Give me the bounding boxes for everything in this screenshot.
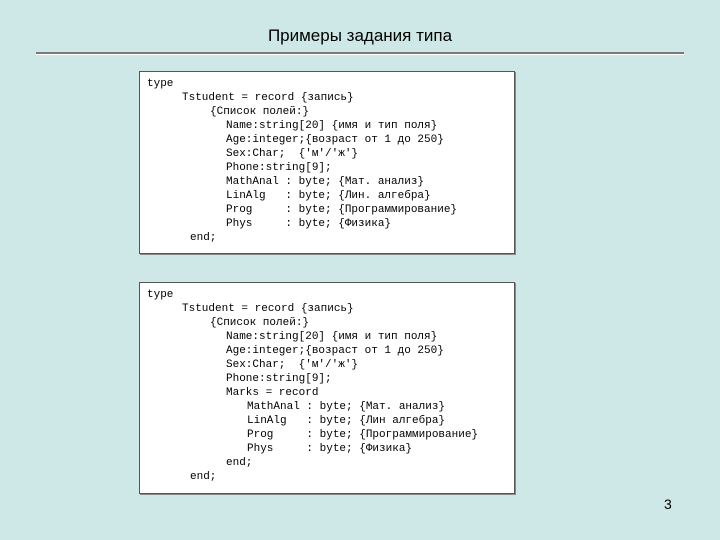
code-line: MathAnal : byte; {Мат. анализ} bbox=[226, 176, 425, 188]
title-divider bbox=[36, 52, 684, 54]
code-line: {Список полей:} bbox=[210, 317, 310, 329]
code-line: type bbox=[147, 289, 174, 301]
page-number: 3 bbox=[664, 496, 672, 512]
code-line: {Список полей:} bbox=[210, 106, 310, 118]
code-line: Sex:Char; {'м'/'ж'} bbox=[226, 359, 359, 371]
code-line: Phys : byte; {Физика} bbox=[226, 218, 392, 230]
code-line: LinAlg : byte; {Лин алгебра} bbox=[247, 415, 446, 427]
code-line: end; bbox=[190, 232, 217, 244]
code-line: Marks = record bbox=[226, 387, 319, 399]
code-line: Prog : byte; {Программирование} bbox=[247, 429, 479, 441]
code-line: Phone:string[9]; bbox=[226, 162, 332, 174]
code-line: Sex:Char; {'м'/'ж'} bbox=[226, 148, 359, 160]
code-line: Name:string[20] {имя и тип поля} bbox=[226, 331, 438, 343]
code-line: Prog : byte; {Программирование} bbox=[226, 204, 458, 216]
code-line: MathAnal : byte; {Мат. анализ} bbox=[247, 401, 446, 413]
code-line: Phone:string[9]; bbox=[226, 373, 332, 385]
code-line: LinAlg : byte; {Лин. алгебра} bbox=[226, 190, 431, 202]
code-line: Tstudent = record {запись} bbox=[182, 92, 354, 104]
code-line: Tstudent = record {запись} bbox=[182, 303, 354, 315]
code-line: Name:string[20] {имя и тип поля} bbox=[226, 120, 438, 132]
slide-title: Примеры задания типа bbox=[267, 26, 453, 45]
code-line: end; bbox=[226, 457, 253, 469]
code-block-simple-record bbox=[139, 71, 515, 254]
code-line: Age:integer;{возраст от 1 до 250} bbox=[226, 134, 444, 146]
code-line: type bbox=[147, 78, 174, 90]
code-line: end; bbox=[190, 471, 217, 483]
code-line: Phys : byte; {Физика} bbox=[247, 443, 413, 455]
code-block-nested-record bbox=[139, 282, 515, 494]
code-line: Age:integer;{возраст от 1 до 250} bbox=[226, 345, 444, 357]
